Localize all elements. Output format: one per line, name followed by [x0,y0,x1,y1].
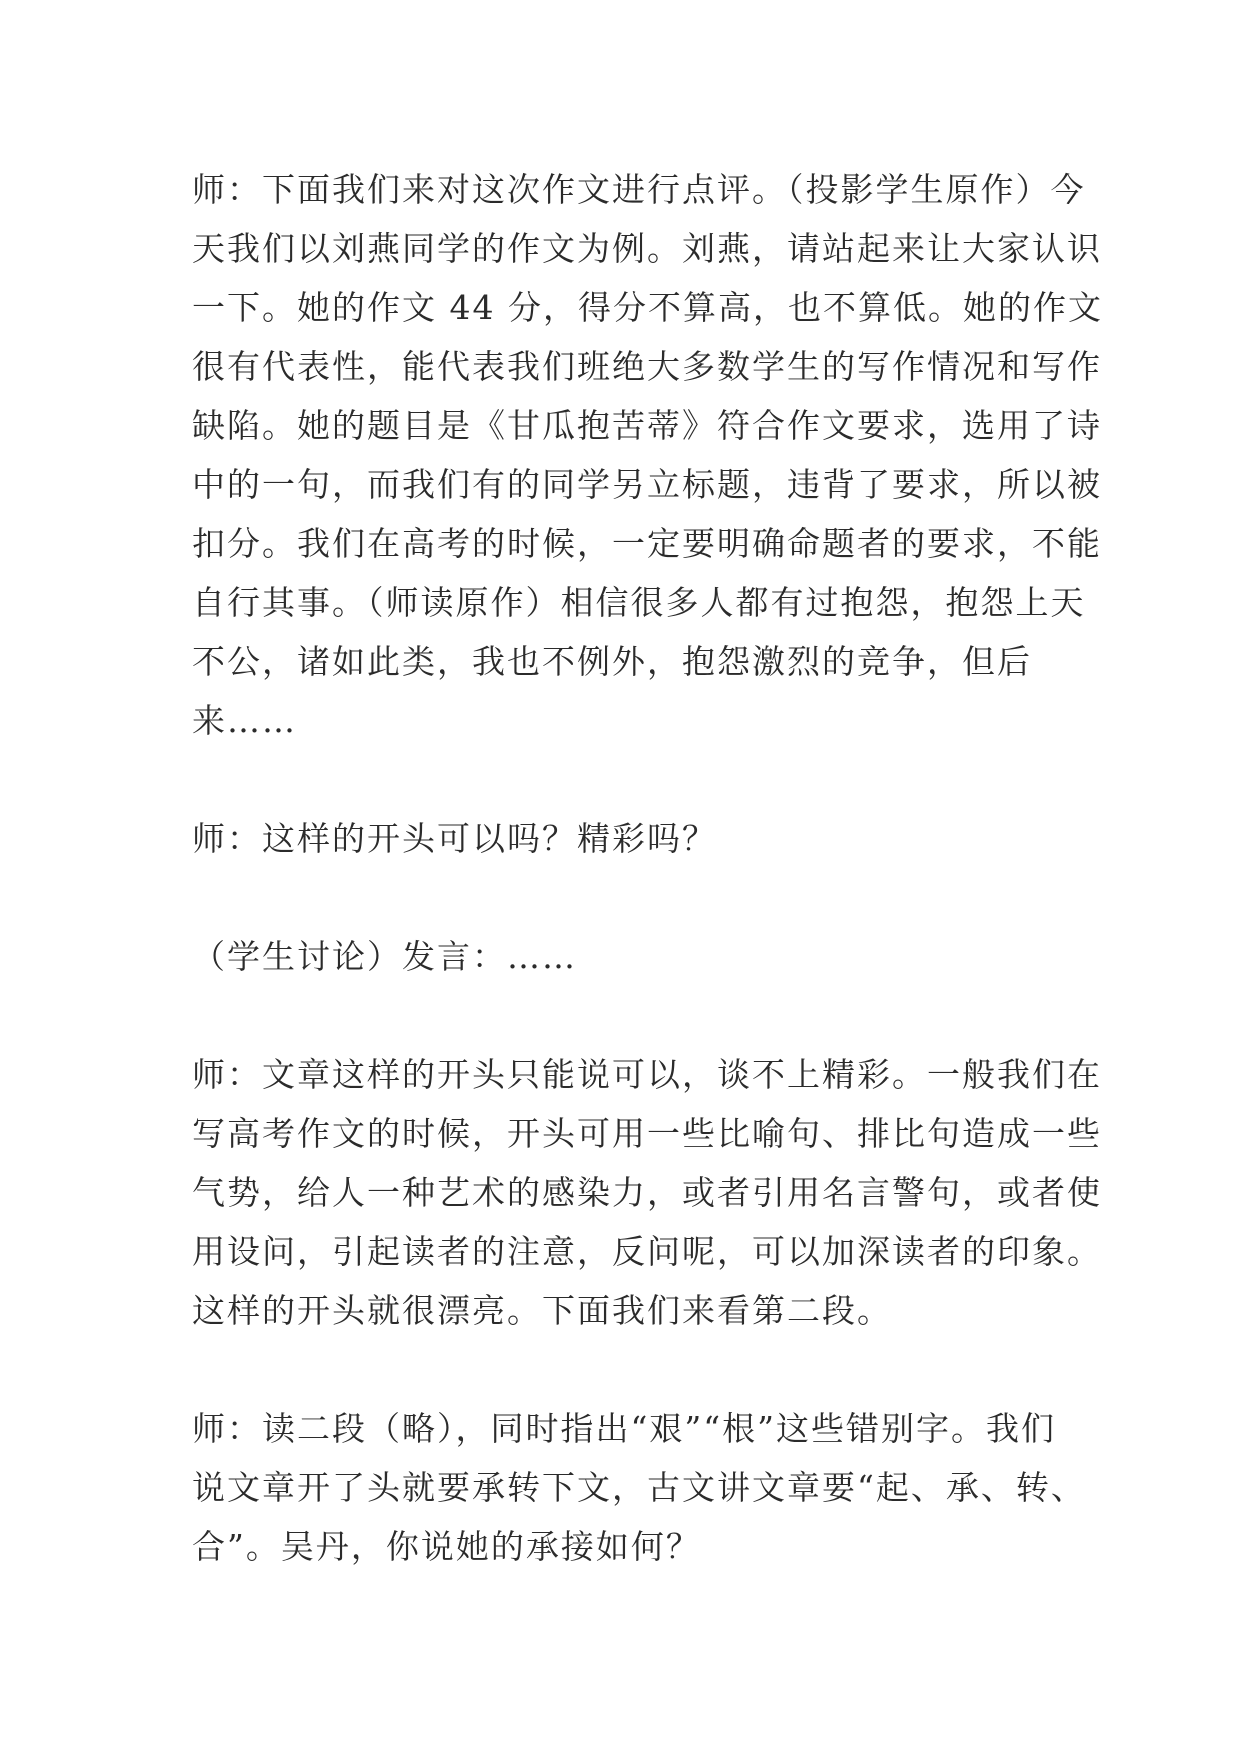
text-line: 缺陷。她的题目是《甘瓜抱苦蒂》符合作文要求，选用了诗 [192,406,1102,445]
paragraph-student-discussion [192,927,1072,986]
paragraph-teacher-question [192,809,1072,868]
document-body [192,160,1103,1635]
text-line: （学生讨论）发言：…… [192,937,577,976]
paragraph-teacher-comment [192,1045,1102,1340]
text-line: 很有代表性，能代表我们班绝大多数学生的写作情况和写作 [192,347,1102,386]
paragraph-teacher-second-section [192,1399,1086,1576]
text-line: 这样的开头就很漂亮。下面我们来看第二段。 [192,1291,892,1330]
text-line: 天我们以刘燕同学的作文为例。刘燕，请站起来让大家认识 [192,229,1102,268]
text-line: 写高考作文的时候，开头可用一些比喻句、排比句造成一些 [192,1114,1102,1153]
text-line: 自行其事。（师读原作）相信很多人都有过抱怨，抱怨上天 [192,583,1086,622]
text-line: 师：下面我们来对这次作文进行点评。（投影学生原作）今 [192,170,1086,209]
text-line: 师：文章这样的开头只能说可以，谈不上精彩。一般我们在 [192,1055,1102,1094]
text-line: 说文章开了头就要承转下文，古文讲文章要“起、承、转、 [192,1468,1086,1507]
paragraph-teacher-intro [192,160,1103,750]
text-line: 合”。吴丹，你说她的承接如何？ [192,1527,701,1566]
text-line: 中的一句，而我们有的同学另立标题，违背了要求，所以被 [192,465,1102,504]
text-line: 不公，诸如此类，我也不例外，抱怨激烈的竞争，但后 [192,642,1032,681]
text-line: 师：读二段（略），同时指出“艰”“根”这些错别字。我们 [192,1409,1056,1448]
text-line: 用设问，引起读者的注意，反问呢，可以加深读者的印象。 [192,1232,1102,1271]
text-line: 扣分。我们在高考的时候，一定要明确命题者的要求，不能 [192,524,1102,563]
text-line: 来…… [192,701,297,740]
text-line: 师：这样的开头可以吗？精彩吗？ [192,819,717,858]
text-line: 气势，给人一种艺术的感染力，或者引用名言警句，或者使 [192,1173,1102,1212]
text-line: 一下。她的作文 44 分，得分不算高，也不算低。她的作文 [192,288,1103,327]
